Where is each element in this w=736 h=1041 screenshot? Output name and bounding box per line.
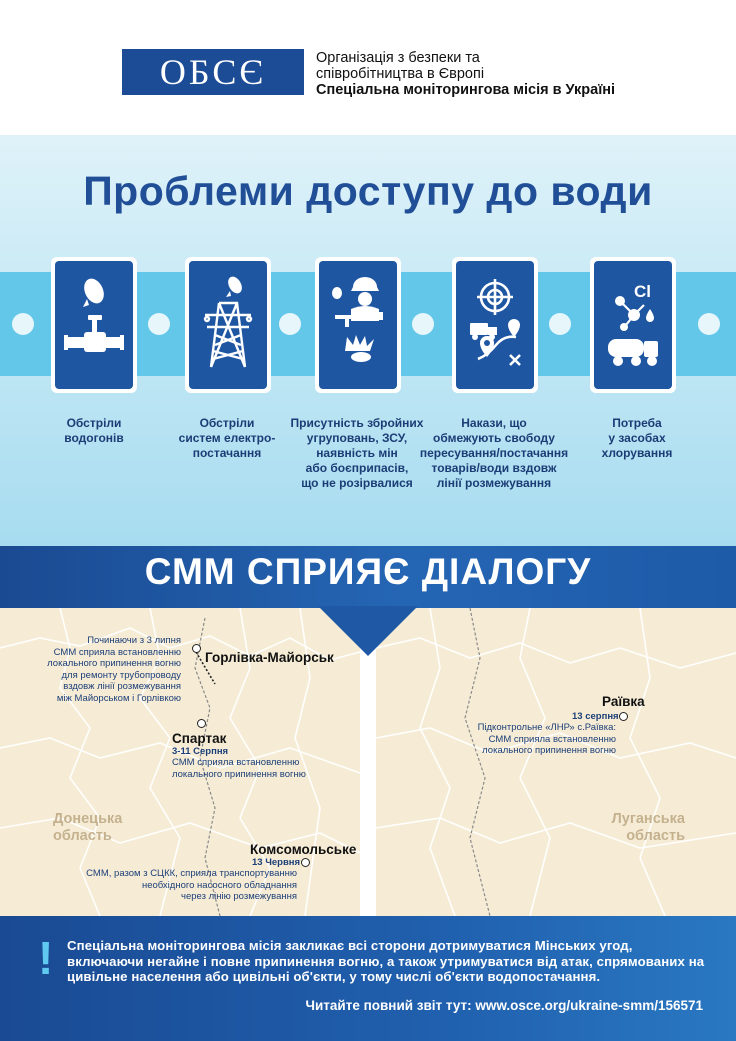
label-line: що не розірвалися [301, 476, 413, 490]
label-line: Накази, що [461, 416, 527, 430]
label-line: товарів/води вздовж [431, 461, 557, 475]
chlorination-icon [600, 275, 666, 375]
power-line-shelling-icon [195, 275, 261, 375]
note-line: Починаючи з 3 липня [87, 635, 181, 646]
band-dot [279, 313, 301, 335]
band-dot [148, 313, 170, 335]
note-line: локального припинення вогню [172, 768, 306, 780]
issue-label-chlorination [557, 416, 717, 461]
city-gorlivka-mayorsk: Горлівка-Майорськ [205, 650, 334, 665]
issue-card-pipeline [51, 257, 137, 393]
gorlivka-note [0, 635, 181, 704]
issue-label-armed [277, 416, 437, 491]
raivka-note [420, 722, 616, 757]
movement-restriction-icon [462, 275, 528, 375]
komsomolske-date: 13 Червня [252, 857, 301, 868]
shelling-pipeline-icon [61, 275, 127, 375]
band-dot [12, 313, 34, 335]
city-spartak: Спартак [172, 731, 227, 746]
region-line: область [626, 828, 685, 844]
region-luhansk [585, 811, 685, 845]
smm-appeal [67, 938, 717, 985]
org-line-2: співробітництва в Європі [316, 66, 485, 82]
note-line: СММ сприяла встановленню [488, 733, 616, 745]
appeal-line: цивільне населення або цивільні об'єкти, у тому числі об'єкти водопостачання. [67, 969, 601, 984]
city-komsomolske: Комсомольське [250, 842, 357, 857]
map-pin [197, 719, 206, 728]
note-line: необхідного насосного обладнання [141, 879, 297, 891]
chlorine-label: Cl [634, 282, 651, 301]
label-line: обмежують свободу [433, 431, 555, 445]
org-line-1: Організація з безпеки та [316, 50, 480, 66]
note-line: СММ сприяла встановленню [53, 646, 181, 658]
note-line: СММ, разом з СЦКК, сприяла транспортуванню [86, 868, 297, 879]
region-line: Луганська [611, 811, 685, 827]
map-pin [301, 858, 310, 867]
issue-card-movement [452, 257, 538, 393]
note-line: локального припинення вогню [482, 745, 616, 756]
exclamation-icon: ! [38, 932, 54, 984]
osce-logo: ОБСЄ [122, 49, 304, 95]
city-raivka: Раївка [602, 694, 645, 709]
issue-card-armed [315, 257, 401, 393]
issue-label-movement [414, 416, 574, 491]
issue-card-chlorination [590, 257, 676, 393]
band-dot [549, 313, 571, 335]
note-line: локального припинення вогню [47, 658, 181, 669]
komsomolske-note [0, 868, 297, 903]
appeal-line: включаючи негайне і повне припинення вогню, а також утримуватися від атак, спрямованих на [67, 953, 705, 969]
note-line: СММ сприяла встановленню [172, 757, 300, 768]
armed-presence-icon [325, 275, 391, 375]
spartak-date: 3-11 Серпня [172, 746, 229, 757]
label-line: лінії розмежування [436, 476, 552, 490]
band-dot [698, 313, 720, 335]
appeal-line: Спеціальна моніторингова місія закликає всі сторони дотримуватися Мінських угод, [67, 938, 633, 953]
note-line: через лінію розмежування [181, 891, 297, 902]
dialogue-title: СММ СПРИЯЄ ДІАЛОГУ [144, 551, 592, 592]
label-line: водогонів [64, 431, 124, 445]
label-line: Присутність збройних [290, 416, 424, 430]
region-donetsk [53, 811, 122, 845]
label-line: пересування/постачання [419, 446, 569, 460]
band-dot [412, 313, 434, 335]
region-line: область [53, 828, 112, 844]
map-pin [619, 712, 628, 721]
note-line: між Майорськом і Горлівкою [56, 692, 181, 704]
label-line: у засобах [608, 431, 666, 445]
label-line: Потреба [612, 416, 662, 430]
raivka-date: 13 серпня [572, 711, 619, 722]
region-line: Донецька [53, 811, 123, 827]
org-line-3: Спеціальна моніторингова місія в Україні [316, 82, 616, 98]
organization-name [316, 50, 615, 98]
label-line: наявність мін [316, 446, 398, 460]
note-line: для ремонту трубопроводу [61, 669, 181, 681]
label-line: систем електро- [178, 431, 276, 445]
issue-card-power [185, 257, 271, 393]
note-line: Підконтрольне «ЛНР» с.Раївка: [477, 722, 616, 733]
label-line: хлорування [601, 446, 673, 460]
label-line: угруповань, ЗСУ, [306, 431, 408, 445]
label-line: постачання [192, 446, 262, 460]
note-line: вздовж лінії розмежування [63, 681, 181, 692]
label-line: Обстріли [66, 416, 122, 430]
spartak-note [172, 757, 306, 780]
water-section-title: Проблеми доступу до води [83, 168, 653, 214]
label-line: Обстріли [199, 416, 255, 430]
label-line: або боєприпасів, [305, 461, 409, 475]
report-link[interactable]: Читайте повний звіт тут: www.osce.org/ukraine-smm/156571 [305, 998, 703, 1013]
